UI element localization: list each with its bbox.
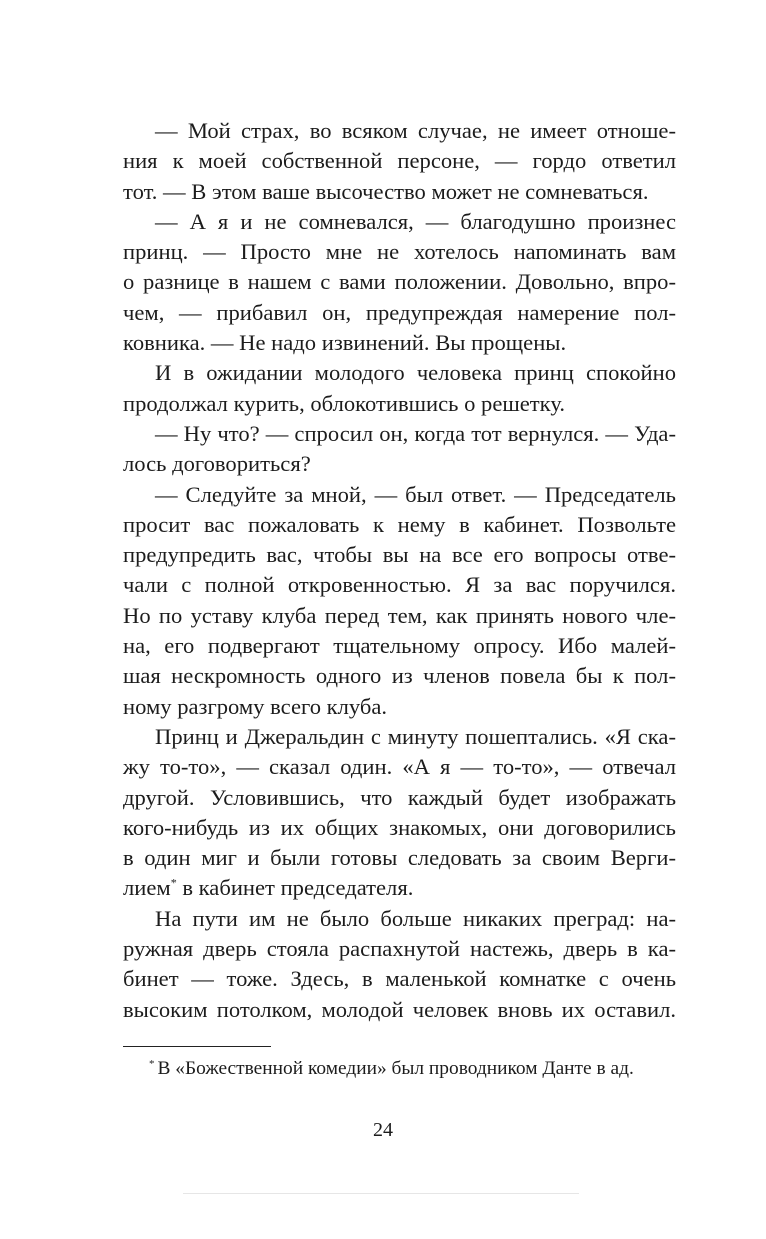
text-line: — А я и не сомневался, — благодушно произнес — [155, 208, 676, 234]
text-line: Принц и Джеральдин с минуту пошептались. «Я ска- — [155, 723, 676, 749]
text-line: И в ожидании молодого человека принц спокойно — [155, 360, 676, 386]
paragraph — [123, 722, 676, 904]
footnote-marker: * — [149, 1057, 155, 1070]
text-fragment: лием — [123, 875, 171, 901]
text-line: другой. Условившись, что каждый будет изображать — [123, 784, 676, 810]
text-line: ружная дверь стояла распахнутой настежь, дверь в ка- — [123, 936, 676, 962]
text-line-with-footnote-ref — [123, 873, 676, 903]
text-line: жу то-то», — сказал один. «А я — то-то», — отвечал — [123, 754, 676, 780]
text-line: чали с полной откровенностью. Я за вас поручился. — [123, 572, 676, 598]
page-number: 24 — [373, 1119, 393, 1141]
text-line: просит вас пожаловать к нему в кабинет. Позвольте — [123, 511, 676, 537]
footnote-text: В «Божественной комедии» был проводником Данте в ад. — [157, 1058, 634, 1079]
bottom-divider — [183, 1193, 579, 1194]
text-line: На пути им не было больше никаких преград: на- — [155, 905, 676, 931]
paragraph — [123, 116, 676, 207]
text-line: лось договориться? — [123, 451, 311, 477]
text-line: ния к моей собственной персоне, — гордо ответил — [123, 148, 676, 174]
footnote-divider — [123, 1046, 271, 1047]
paragraph — [123, 207, 676, 358]
text-line: продолжал курить, облокотившись о решетку. — [123, 390, 566, 416]
footnote-reference: * — [170, 875, 177, 890]
text-fragment: в кабинет председателя. — [182, 875, 414, 901]
text-line: — Следуйте за мной, — был ответ. — Председатель — [155, 481, 676, 507]
text-line: принц. — Просто мне не хотелось напоминать вам — [123, 239, 676, 265]
text-line: высоким потолком, молодой человек вновь их оставил. — [123, 996, 676, 1022]
text-line: бинет — тоже. Здесь, в маленькой комнатке с очень — [123, 966, 676, 992]
text-line: чем, — прибавил он, предупреждая намерение пол- — [123, 299, 676, 325]
text-line: на, его подвергают тщательному опросу. Ибо малей- — [123, 633, 676, 659]
text-line: ковника. — Не надо извинений. Вы прощены. — [123, 330, 567, 356]
text-line: в один миг и были готовы следовать за своим Верги- — [123, 845, 676, 871]
text-line: шая нескромность одного из членов повела бы к пол- — [123, 663, 676, 689]
paragraph — [123, 419, 676, 480]
text-line: кого-нибудь из их общих знакомых, они договорились — [123, 814, 676, 840]
text-line: — Мой страх, во всяком случае, не имеет отноше- — [155, 118, 676, 143]
body-text — [123, 116, 676, 1025]
text-line: Но по уставу клуба перед тем, как принять нового чле- — [123, 602, 676, 628]
text-line: о разнице в нашем с вами положении. Довольно, впро- — [123, 269, 676, 295]
paragraph — [123, 358, 676, 419]
text-line: — Ну что? — спросил он, когда тот вернулся. — Уда- — [155, 420, 676, 446]
text-line: тот. — В этом ваше высочество может не сомневаться. — [123, 178, 649, 204]
paragraph — [123, 480, 676, 722]
footnote — [149, 1056, 676, 1082]
text-line: предупредить вас, чтобы вы на все его вопросы отве- — [123, 542, 676, 568]
text-line: ному разгрому всего клуба. — [123, 693, 388, 719]
paragraph — [123, 904, 676, 1025]
